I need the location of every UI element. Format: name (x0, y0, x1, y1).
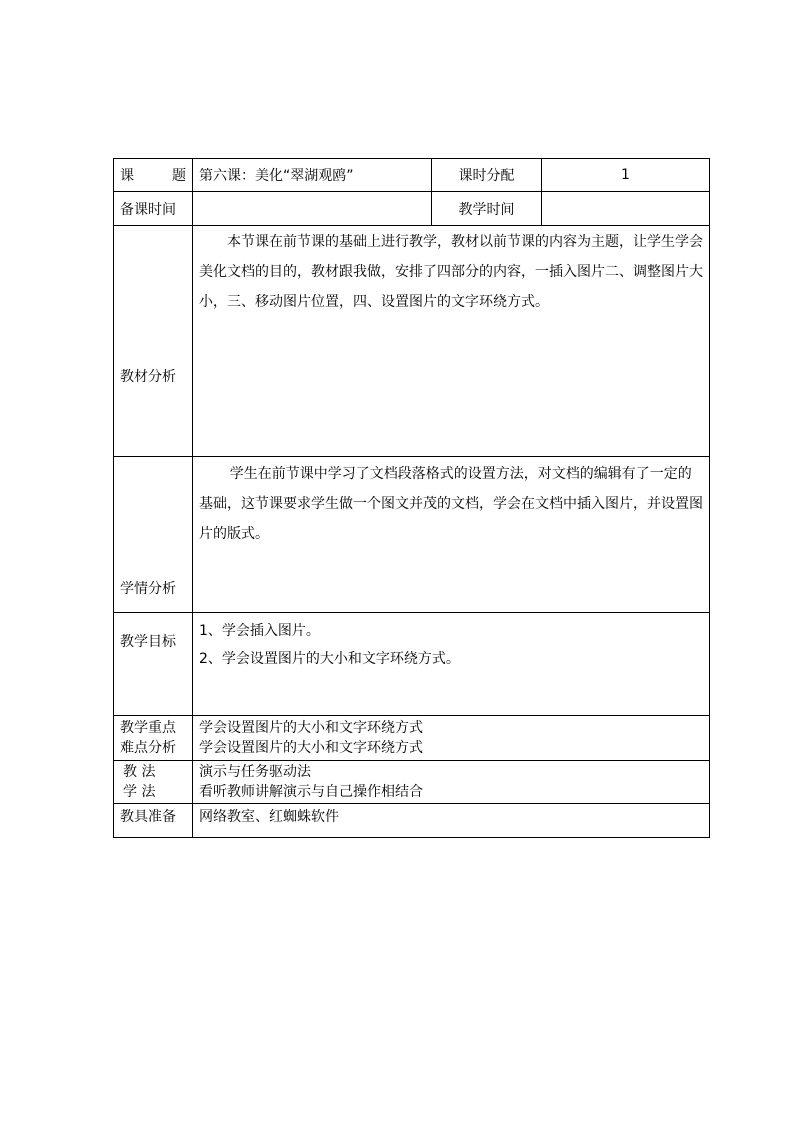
row-equipment (114, 804, 710, 838)
topic-value: 第六课：美化“翠湖观鸥” (193, 159, 432, 192)
learners-label: 学情分析 (114, 457, 193, 613)
row-prep (114, 192, 710, 226)
topic-label-a: 课 (120, 168, 134, 184)
methods-cell (193, 761, 710, 804)
difficulty-value: 学会设置图片的大小和文字环绕方式 (199, 740, 423, 756)
key-points-label-cell (114, 716, 193, 761)
methods-label-cell (114, 761, 193, 804)
key-point-value: 学会设置图片的大小和文字环绕方式 (199, 720, 423, 736)
equipment-value: 网络教室、红蜘蛛软件 (193, 804, 710, 838)
topic-label-b: 题 (172, 168, 186, 184)
row-material (114, 226, 710, 457)
topic-label-cell (114, 159, 193, 192)
learners-text: 学生在前节课中学习了文档段落格式的设置方法，对文档的编辑有了一定的基础，这节课要求学生做一个图文并茂的文档，学会在文档中插入图片，并设置图片的版式。 (199, 466, 703, 542)
learners-cell (193, 457, 710, 613)
row-learners (114, 457, 710, 613)
row-topic (114, 159, 710, 192)
row-methods (114, 761, 710, 804)
hours-value: 1 (542, 159, 710, 192)
goals-label: 教学目标 (114, 613, 193, 716)
prep-time-value (193, 192, 432, 226)
equipment-label: 教具准备 (114, 804, 193, 838)
row-goals (114, 613, 710, 716)
teaching-method-label: 教 法 (123, 764, 156, 780)
hours-label: 课时分配 (432, 159, 542, 192)
teach-time-label: 教学时间 (432, 192, 542, 226)
goal-item-1: 1、学会插入图片。 (199, 623, 320, 639)
difficulty-label: 难点分析 (120, 740, 176, 756)
material-text: 本节课在前节课的基础上进行教学，教材以前节课的内容为主题，让学生学会美化文档的目的，教材跟我做，安排了四部分的内容，一插入图片二、调整图片大小，三、移动图片位置，四、设置图片的文字环绕方式。 (199, 234, 703, 310)
goals-cell (193, 613, 710, 716)
prep-time-label: 备课时间 (114, 192, 193, 226)
key-point-label: 教学重点 (120, 720, 176, 736)
learning-method-value: 看听教师讲解演示与自己操作相结合 (199, 784, 423, 800)
teaching-method-value: 演示与任务驱动法 (199, 764, 311, 780)
goal-item-2: 2、学会设置图片的大小和文字环绕方式。 (199, 651, 460, 667)
row-key-points (114, 716, 710, 761)
key-points-cell (193, 716, 710, 761)
material-label: 教材分析 (114, 226, 193, 457)
teach-time-value (542, 192, 710, 226)
learning-method-label: 学 法 (123, 784, 156, 800)
lesson-plan-table (113, 158, 710, 838)
material-cell (193, 226, 710, 457)
